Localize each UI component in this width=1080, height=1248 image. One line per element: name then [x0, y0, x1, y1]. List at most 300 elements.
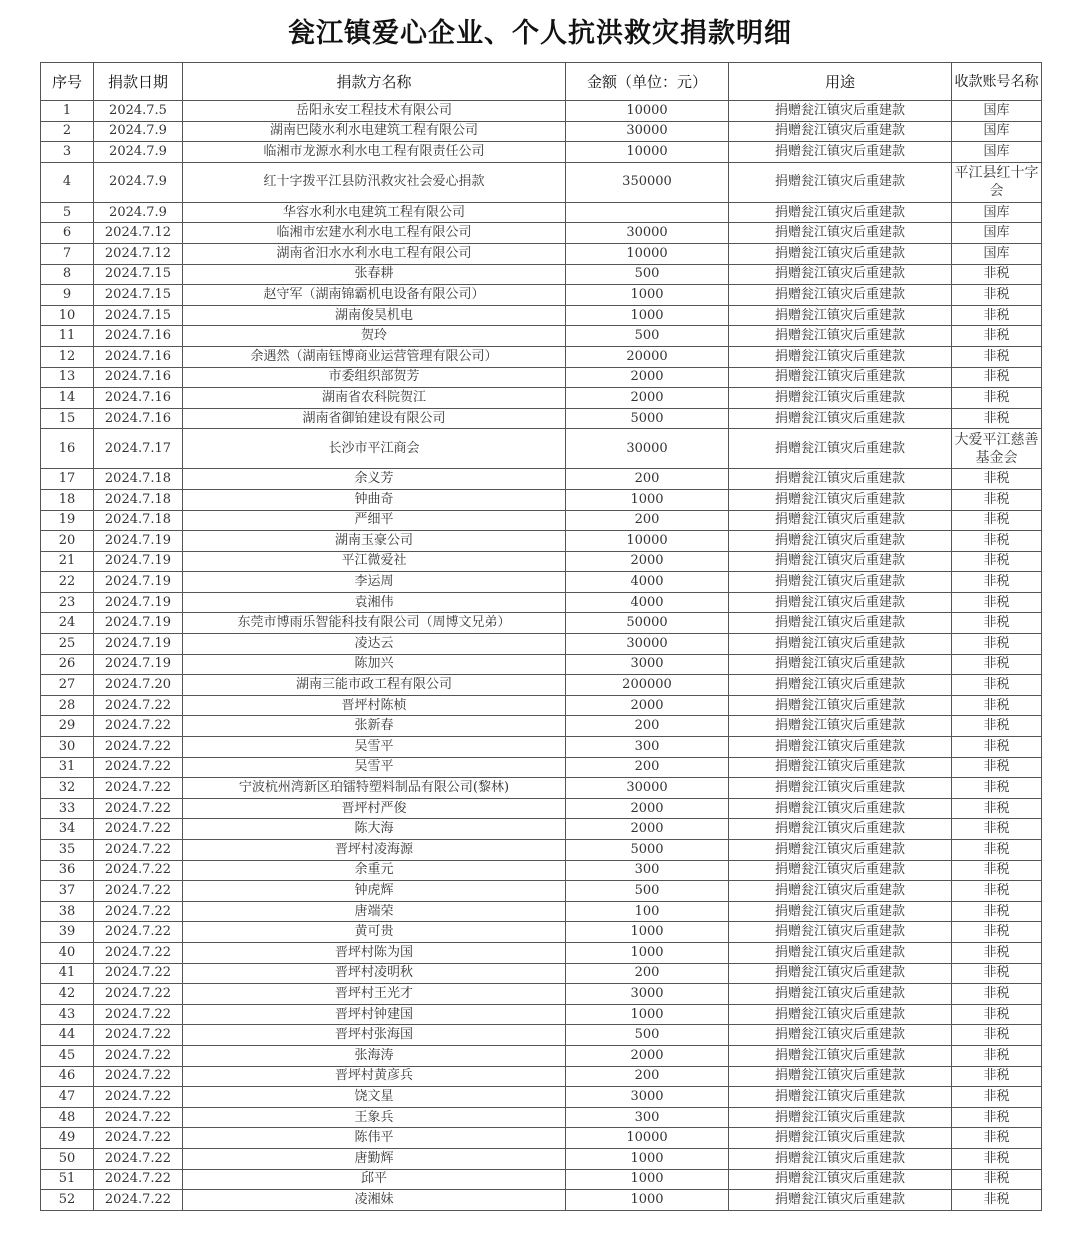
cell-amount: 300 [566, 737, 729, 758]
cell-amount: 30000 [566, 121, 729, 142]
table-row [41, 613, 1042, 634]
cell-amount: 350000 [566, 162, 729, 202]
cell-use: 捐赠瓮江镇灾后重建款 [729, 367, 952, 388]
cell-donor: 红十字拨平江县防汛救灾社会爱心捐款 [183, 162, 566, 202]
cell-account: 非税 [952, 489, 1042, 510]
cell-date: 2024.7.22 [94, 1190, 183, 1211]
cell-use: 捐赠瓮江镇灾后重建款 [729, 469, 952, 490]
table-row [41, 408, 1042, 429]
cell-amount: 2000 [566, 695, 729, 716]
table-row [41, 121, 1042, 142]
table-row [41, 778, 1042, 799]
cell-amount: 1000 [566, 1190, 729, 1211]
cell-date: 2024.7.12 [94, 223, 183, 244]
cell-account: 非税 [952, 469, 1042, 490]
cell-use: 捐赠瓮江镇灾后重建款 [729, 551, 952, 572]
cell-no: 8 [41, 264, 94, 285]
cell-date: 2024.7.5 [94, 101, 183, 122]
table-row [41, 223, 1042, 244]
cell-no: 37 [41, 881, 94, 902]
table-row [41, 1087, 1042, 1108]
cell-account: 非税 [952, 531, 1042, 552]
cell-account: 国库 [952, 121, 1042, 142]
cell-donor: 晋坪村王光才 [183, 984, 566, 1005]
cell-no: 39 [41, 922, 94, 943]
cell-use: 捐赠瓮江镇灾后重建款 [729, 1190, 952, 1211]
cell-date: 2024.7.16 [94, 388, 183, 409]
cell-date: 2024.7.20 [94, 675, 183, 696]
cell-donor: 晋坪村钟建国 [183, 1004, 566, 1025]
cell-account: 非税 [952, 840, 1042, 861]
cell-use: 捐赠瓮江镇灾后重建款 [729, 592, 952, 613]
cell-date: 2024.7.19 [94, 592, 183, 613]
cell-no: 15 [41, 408, 94, 429]
table-row [41, 142, 1042, 163]
cell-use: 捐赠瓮江镇灾后重建款 [729, 798, 952, 819]
cell-account: 非税 [952, 716, 1042, 737]
cell-no: 36 [41, 860, 94, 881]
cell-amount: 50000 [566, 613, 729, 634]
cell-date: 2024.7.16 [94, 326, 183, 347]
cell-donor: 晋坪村严俊 [183, 798, 566, 819]
cell-account: 非税 [952, 1087, 1042, 1108]
cell-donor: 湖南俊昊机电 [183, 305, 566, 326]
header-use: 用途 [729, 63, 952, 101]
cell-account: 非税 [952, 778, 1042, 799]
cell-use: 捐赠瓮江镇灾后重建款 [729, 984, 952, 1005]
cell-amount: 1000 [566, 1004, 729, 1025]
cell-no: 38 [41, 901, 94, 922]
cell-no: 42 [41, 984, 94, 1005]
cell-donor: 华容水利水电建筑工程有限公司 [183, 202, 566, 223]
cell-amount: 30000 [566, 429, 729, 469]
cell-date: 2024.7.22 [94, 901, 183, 922]
table-row [41, 531, 1042, 552]
cell-donor: 严细平 [183, 510, 566, 531]
cell-donor: 平江微爱社 [183, 551, 566, 572]
cell-account: 非税 [952, 264, 1042, 285]
cell-no: 25 [41, 634, 94, 655]
table-row [41, 326, 1042, 347]
cell-account: 非税 [952, 1045, 1042, 1066]
cell-donor: 长沙市平江商会 [183, 429, 566, 469]
table-row [41, 963, 1042, 984]
cell-no: 32 [41, 778, 94, 799]
cell-no: 45 [41, 1045, 94, 1066]
cell-use: 捐赠瓮江镇灾后重建款 [729, 1128, 952, 1149]
table-row [41, 881, 1042, 902]
table-row [41, 1066, 1042, 1087]
cell-date: 2024.7.22 [94, 1025, 183, 1046]
cell-amount [566, 202, 729, 223]
cell-amount: 5000 [566, 840, 729, 861]
cell-account: 非税 [952, 881, 1042, 902]
cell-date: 2024.7.15 [94, 264, 183, 285]
cell-no: 10 [41, 305, 94, 326]
cell-date: 2024.7.19 [94, 634, 183, 655]
cell-amount: 1000 [566, 1148, 729, 1169]
cell-no: 5 [41, 202, 94, 223]
cell-date: 2024.7.22 [94, 695, 183, 716]
table-row [41, 654, 1042, 675]
cell-no: 3 [41, 142, 94, 163]
cell-donor: 陈加兴 [183, 654, 566, 675]
cell-amount: 2000 [566, 1045, 729, 1066]
table-row [41, 819, 1042, 840]
cell-use: 捐赠瓮江镇灾后重建款 [729, 1148, 952, 1169]
cell-amount: 2000 [566, 819, 729, 840]
table-row [41, 695, 1042, 716]
cell-no: 27 [41, 675, 94, 696]
cell-donor: 赵守军（湖南锦霸机电设备有限公司） [183, 285, 566, 306]
cell-no: 9 [41, 285, 94, 306]
cell-use: 捐赠瓮江镇灾后重建款 [729, 695, 952, 716]
cell-donor: 晋坪村陈桢 [183, 695, 566, 716]
cell-amount: 10000 [566, 142, 729, 163]
cell-amount: 30000 [566, 778, 729, 799]
cell-amount: 500 [566, 1025, 729, 1046]
cell-donor: 岳阳永安工程技术有限公司 [183, 101, 566, 122]
cell-account: 平江县红十字会 [952, 162, 1042, 202]
cell-amount: 4000 [566, 592, 729, 613]
cell-donor: 市委组织部贺芳 [183, 367, 566, 388]
donation-table [40, 62, 1042, 1211]
cell-donor: 湖南玉豪公司 [183, 531, 566, 552]
cell-amount: 1000 [566, 285, 729, 306]
cell-account: 大爱平江慈善基金会 [952, 429, 1042, 469]
cell-no: 20 [41, 531, 94, 552]
cell-account: 非税 [952, 654, 1042, 675]
cell-account: 非税 [952, 510, 1042, 531]
cell-amount: 1000 [566, 922, 729, 943]
cell-account: 非税 [952, 798, 1042, 819]
cell-no: 48 [41, 1107, 94, 1128]
table-row [41, 202, 1042, 223]
table-row [41, 737, 1042, 758]
cell-no: 44 [41, 1025, 94, 1046]
cell-date: 2024.7.22 [94, 757, 183, 778]
cell-amount: 10000 [566, 243, 729, 264]
cell-use: 捐赠瓮江镇灾后重建款 [729, 1045, 952, 1066]
cell-use: 捐赠瓮江镇灾后重建款 [729, 840, 952, 861]
cell-account: 国库 [952, 101, 1042, 122]
cell-use: 捐赠瓮江镇灾后重建款 [729, 489, 952, 510]
cell-date: 2024.7.12 [94, 243, 183, 264]
cell-date: 2024.7.18 [94, 510, 183, 531]
cell-no: 35 [41, 840, 94, 861]
table-row [41, 798, 1042, 819]
cell-date: 2024.7.22 [94, 1148, 183, 1169]
cell-amount: 10000 [566, 1128, 729, 1149]
table-row [41, 162, 1042, 202]
cell-donor: 凌达云 [183, 634, 566, 655]
cell-date: 2024.7.22 [94, 963, 183, 984]
cell-date: 2024.7.19 [94, 572, 183, 593]
cell-use: 捐赠瓮江镇灾后重建款 [729, 202, 952, 223]
table-row [41, 243, 1042, 264]
cell-account: 非税 [952, 1169, 1042, 1190]
cell-use: 捐赠瓮江镇灾后重建款 [729, 142, 952, 163]
cell-amount: 500 [566, 264, 729, 285]
cell-date: 2024.7.16 [94, 408, 183, 429]
cell-date: 2024.7.22 [94, 922, 183, 943]
cell-date: 2024.7.17 [94, 429, 183, 469]
cell-date: 2024.7.15 [94, 305, 183, 326]
cell-donor: 临湘市龙源水利水电工程有限责任公司 [183, 142, 566, 163]
cell-date: 2024.7.22 [94, 819, 183, 840]
cell-date: 2024.7.22 [94, 984, 183, 1005]
cell-amount: 1000 [566, 1169, 729, 1190]
cell-date: 2024.7.22 [94, 737, 183, 758]
cell-no: 12 [41, 346, 94, 367]
cell-date: 2024.7.22 [94, 881, 183, 902]
cell-use: 捐赠瓮江镇灾后重建款 [729, 388, 952, 409]
table-row [41, 551, 1042, 572]
table-row [41, 429, 1042, 469]
cell-date: 2024.7.22 [94, 716, 183, 737]
cell-no: 1 [41, 101, 94, 122]
cell-use: 捐赠瓮江镇灾后重建款 [729, 510, 952, 531]
cell-account: 非税 [952, 285, 1042, 306]
header-date: 捐款日期 [94, 63, 183, 101]
cell-amount: 1000 [566, 489, 729, 510]
cell-no: 33 [41, 798, 94, 819]
table-row [41, 101, 1042, 122]
cell-no: 34 [41, 819, 94, 840]
cell-no: 28 [41, 695, 94, 716]
cell-donor: 陈大海 [183, 819, 566, 840]
cell-date: 2024.7.16 [94, 367, 183, 388]
cell-account: 非税 [952, 551, 1042, 572]
cell-no: 7 [41, 243, 94, 264]
cell-date: 2024.7.22 [94, 1128, 183, 1149]
cell-date: 2024.7.9 [94, 202, 183, 223]
table-row [41, 264, 1042, 285]
cell-no: 47 [41, 1087, 94, 1108]
cell-use: 捐赠瓮江镇灾后重建款 [729, 942, 952, 963]
cell-no: 50 [41, 1148, 94, 1169]
cell-date: 2024.7.22 [94, 942, 183, 963]
cell-account: 非税 [952, 1066, 1042, 1087]
cell-account: 非税 [952, 613, 1042, 634]
cell-account: 国库 [952, 243, 1042, 264]
cell-donor: 张春耕 [183, 264, 566, 285]
table-row [41, 942, 1042, 963]
cell-donor: 晋坪村陈为国 [183, 942, 566, 963]
cell-amount: 500 [566, 326, 729, 347]
cell-use: 捐赠瓮江镇灾后重建款 [729, 408, 952, 429]
cell-account: 非税 [952, 408, 1042, 429]
table-row [41, 1190, 1042, 1211]
table-row [41, 489, 1042, 510]
cell-account: 非税 [952, 984, 1042, 1005]
cell-account: 非税 [952, 675, 1042, 696]
cell-no: 14 [41, 388, 94, 409]
cell-account: 非税 [952, 592, 1042, 613]
cell-amount: 200 [566, 469, 729, 490]
cell-donor: 张海涛 [183, 1045, 566, 1066]
cell-account: 非税 [952, 1128, 1042, 1149]
cell-no: 30 [41, 737, 94, 758]
cell-donor: 唐勤辉 [183, 1148, 566, 1169]
cell-amount: 3000 [566, 654, 729, 675]
cell-account: 非税 [952, 1148, 1042, 1169]
cell-amount: 20000 [566, 346, 729, 367]
cell-amount: 1000 [566, 942, 729, 963]
cell-use: 捐赠瓮江镇灾后重建款 [729, 121, 952, 142]
cell-amount: 200 [566, 757, 729, 778]
cell-account: 国库 [952, 142, 1042, 163]
cell-use: 捐赠瓮江镇灾后重建款 [729, 1025, 952, 1046]
cell-date: 2024.7.22 [94, 860, 183, 881]
cell-amount: 2000 [566, 798, 729, 819]
table-row [41, 860, 1042, 881]
cell-account: 非税 [952, 860, 1042, 881]
cell-amount: 2000 [566, 388, 729, 409]
cell-amount: 200 [566, 1066, 729, 1087]
cell-account: 国库 [952, 202, 1042, 223]
table-row [41, 984, 1042, 1005]
cell-amount: 200 [566, 963, 729, 984]
cell-use: 捐赠瓮江镇灾后重建款 [729, 778, 952, 799]
cell-account: 国库 [952, 223, 1042, 244]
cell-donor: 贺玲 [183, 326, 566, 347]
header-account: 收款账号名称 [952, 63, 1042, 101]
table-row [41, 634, 1042, 655]
cell-account: 非税 [952, 346, 1042, 367]
cell-account: 非税 [952, 757, 1042, 778]
cell-date: 2024.7.22 [94, 1107, 183, 1128]
cell-donor: 钟虎辉 [183, 881, 566, 902]
cell-use: 捐赠瓮江镇灾后重建款 [729, 264, 952, 285]
cell-use: 捐赠瓮江镇灾后重建款 [729, 305, 952, 326]
cell-date: 2024.7.22 [94, 840, 183, 861]
cell-no: 51 [41, 1169, 94, 1190]
cell-date: 2024.7.22 [94, 1045, 183, 1066]
cell-donor: 东莞市博雨乐智能科技有限公司（周博文兄弟） [183, 613, 566, 634]
cell-use: 捐赠瓮江镇灾后重建款 [729, 1169, 952, 1190]
cell-date: 2024.7.9 [94, 162, 183, 202]
table-body [41, 101, 1042, 1211]
cell-no: 13 [41, 367, 94, 388]
cell-donor: 钟曲奇 [183, 489, 566, 510]
cell-use: 捐赠瓮江镇灾后重建款 [729, 223, 952, 244]
cell-donor: 临湘市宏建水利水电工程有限公司 [183, 223, 566, 244]
cell-date: 2024.7.22 [94, 1066, 183, 1087]
cell-no: 41 [41, 963, 94, 984]
table-row [41, 1169, 1042, 1190]
cell-date: 2024.7.18 [94, 469, 183, 490]
cell-amount: 4000 [566, 572, 729, 593]
header-no: 序号 [41, 63, 94, 101]
cell-date: 2024.7.22 [94, 1087, 183, 1108]
table-row [41, 1128, 1042, 1149]
cell-donor: 张新春 [183, 716, 566, 737]
cell-use: 捐赠瓮江镇灾后重建款 [729, 429, 952, 469]
cell-use: 捐赠瓮江镇灾后重建款 [729, 716, 952, 737]
cell-date: 2024.7.18 [94, 489, 183, 510]
cell-amount: 30000 [566, 634, 729, 655]
cell-account: 非税 [952, 1107, 1042, 1128]
cell-date: 2024.7.22 [94, 1004, 183, 1025]
cell-use: 捐赠瓮江镇灾后重建款 [729, 819, 952, 840]
table-row [41, 592, 1042, 613]
cell-use: 捐赠瓮江镇灾后重建款 [729, 285, 952, 306]
cell-date: 2024.7.9 [94, 142, 183, 163]
cell-donor: 吴雪平 [183, 757, 566, 778]
cell-no: 16 [41, 429, 94, 469]
cell-use: 捐赠瓮江镇灾后重建款 [729, 1087, 952, 1108]
table-row [41, 675, 1042, 696]
cell-account: 非税 [952, 1025, 1042, 1046]
cell-donor: 湖南省御铂建设有限公司 [183, 408, 566, 429]
cell-donor: 饶文星 [183, 1087, 566, 1108]
table-row [41, 901, 1042, 922]
cell-donor: 湖南巴陵水利水电建筑工程有限公司 [183, 121, 566, 142]
cell-use: 捐赠瓮江镇灾后重建款 [729, 1004, 952, 1025]
cell-donor: 晋坪村凌海源 [183, 840, 566, 861]
table-row [41, 367, 1042, 388]
cell-use: 捐赠瓮江镇灾后重建款 [729, 757, 952, 778]
cell-no: 49 [41, 1128, 94, 1149]
cell-no: 26 [41, 654, 94, 675]
table-row [41, 1025, 1042, 1046]
cell-donor: 湖南三能市政工程有限公司 [183, 675, 566, 696]
cell-use: 捐赠瓮江镇灾后重建款 [729, 634, 952, 655]
cell-donor: 湖南省农科院贺江 [183, 388, 566, 409]
table-header-row [41, 63, 1042, 101]
cell-use: 捐赠瓮江镇灾后重建款 [729, 737, 952, 758]
cell-account: 非税 [952, 737, 1042, 758]
cell-date: 2024.7.19 [94, 531, 183, 552]
cell-donor: 晋坪村黄彦兵 [183, 1066, 566, 1087]
cell-no: 4 [41, 162, 94, 202]
table-row [41, 572, 1042, 593]
cell-no: 18 [41, 489, 94, 510]
header-donor: 捐款方名称 [183, 63, 566, 101]
table-row [41, 1148, 1042, 1169]
cell-amount: 300 [566, 860, 729, 881]
cell-use: 捐赠瓮江镇灾后重建款 [729, 860, 952, 881]
cell-use: 捐赠瓮江镇灾后重建款 [729, 901, 952, 922]
cell-donor: 湖南省汨水水利水电工程有限公司 [183, 243, 566, 264]
cell-no: 24 [41, 613, 94, 634]
cell-date: 2024.7.19 [94, 551, 183, 572]
cell-use: 捐赠瓮江镇灾后重建款 [729, 963, 952, 984]
cell-account: 非税 [952, 634, 1042, 655]
cell-amount: 500 [566, 881, 729, 902]
cell-account: 非税 [952, 922, 1042, 943]
cell-use: 捐赠瓮江镇灾后重建款 [729, 162, 952, 202]
cell-amount: 30000 [566, 223, 729, 244]
cell-use: 捐赠瓮江镇灾后重建款 [729, 654, 952, 675]
cell-date: 2024.7.19 [94, 654, 183, 675]
cell-donor: 王象兵 [183, 1107, 566, 1128]
cell-amount: 3000 [566, 1087, 729, 1108]
table-row [41, 305, 1042, 326]
cell-account: 非税 [952, 695, 1042, 716]
cell-use: 捐赠瓮江镇灾后重建款 [729, 243, 952, 264]
cell-amount: 2000 [566, 367, 729, 388]
cell-donor: 陈伟平 [183, 1128, 566, 1149]
header-amount: 金额（单位：元） [566, 63, 729, 101]
table-row [41, 1045, 1042, 1066]
cell-no: 21 [41, 551, 94, 572]
table-row [41, 510, 1042, 531]
cell-no: 46 [41, 1066, 94, 1087]
cell-account: 非税 [952, 1004, 1042, 1025]
cell-no: 22 [41, 572, 94, 593]
